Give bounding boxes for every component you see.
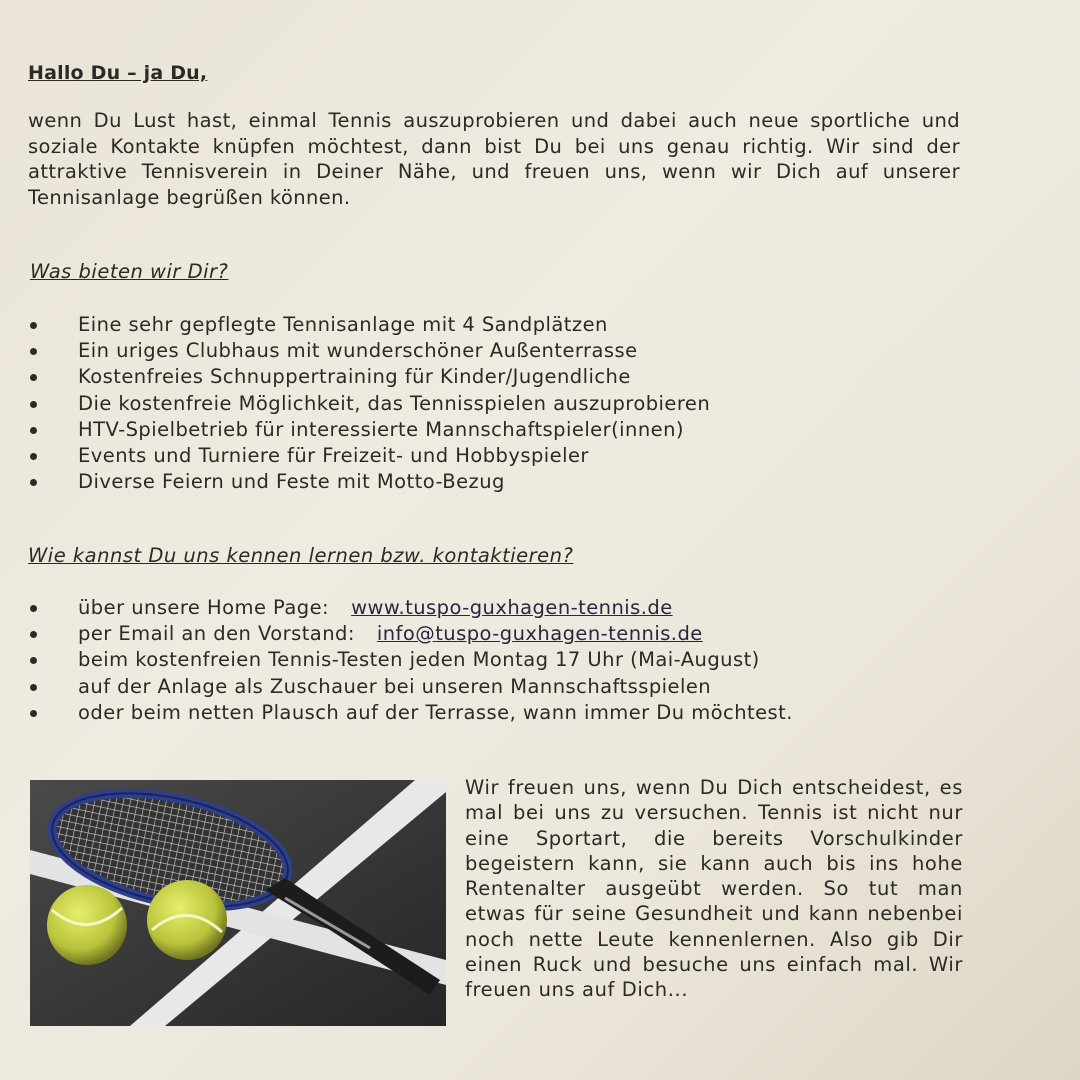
contact-heading: Wie kannst Du uns kennen lernen bzw. kontaktieren? — [28, 544, 574, 567]
list-item: Diverse Feiern und Feste mit Motto-Bezug — [28, 469, 710, 495]
list-item: Die kostenfreie Möglichkeit, das Tennisspielen auszuprobieren — [28, 391, 710, 417]
offer-heading: Was bieten wir Dir? — [30, 260, 229, 283]
list-item: auf der Anlage als Zuschauer bei unseren Mannschaftsspielen — [28, 674, 793, 700]
closing-paragraph: Wir freuen uns, wenn Du Dich entscheidest, es mal bei uns zu versuchen. Tennis ist nicht nur eine Sportart, die bereits Vorschulkinder begeistern kann, sie kann auch bis ins hohe Rentenalter ausgeübt werden. So tut man etwas für seine Gesundheit und kann nebenbei noch nette Leute kennenlernen. Also gib Dir einen Ruck und besuche uns einfach mal. Wir freuen uns auf Dich... — [465, 776, 963, 1002]
bullet-icon — [30, 631, 37, 638]
email-label: per Email an den Vorstand: — [78, 622, 355, 646]
list-item: Events und Turniere für Freizeit- und Hobbyspieler — [28, 443, 710, 469]
bullet-icon — [30, 427, 37, 434]
bullet-icon — [30, 710, 37, 717]
list-item: Eine sehr gepflegte Tennisanlage mit 4 Sandplätzen — [28, 312, 710, 338]
bullet-icon — [30, 657, 37, 664]
tennis-racket-balls-image — [30, 780, 446, 1026]
tennis-ball — [147, 880, 227, 960]
tennis-photo — [30, 780, 446, 1026]
list-item: Ein uriges Clubhaus mit wunderschöner Außenterrasse — [28, 338, 710, 364]
bullet-icon — [30, 453, 37, 460]
greeting-heading: Hallo Du – ja Du, — [28, 62, 208, 84]
bullet-icon — [30, 348, 37, 355]
offer-list — [28, 312, 710, 495]
list-item-homepage — [28, 595, 793, 621]
bullet-icon — [30, 374, 37, 381]
contact-list — [28, 595, 793, 726]
homepage-label: über unsere Home Page: — [78, 596, 330, 619]
list-item-email — [28, 621, 793, 647]
list-item: HTV-Spielbetrieb für interessierte Mannschaftspieler(innen) — [28, 417, 710, 443]
bullet-icon — [30, 479, 37, 486]
list-item: oder beim netten Plausch auf der Terrasse, wann immer Du möchtest. — [28, 700, 793, 726]
email-link[interactable]: info@tuspo-guxhagen-tennis.de — [376, 622, 703, 646]
intro-paragraph: wenn Du Lust hast, einmal Tennis auszuprobieren und dabei auch neue sportliche und soziale Kontakte knüpfen möchtest, dann bist Du bei uns genau richtig. Wir sind der attraktive Tennisverein in Deiner Nähe, und freuen uns, wenn wir Dich auf unserer Tennisanlage begrüßen können. — [28, 109, 960, 209]
list-item: Kostenfreies Schnuppertraining für Kinder/Jugendliche — [28, 364, 710, 390]
bullet-icon — [30, 322, 37, 329]
bullet-icon — [30, 684, 37, 691]
list-item: beim kostenfreien Tennis-Testen jeden Montag 17 Uhr (Mai-August) — [28, 647, 793, 673]
bullet-icon — [30, 401, 37, 408]
homepage-link[interactable]: www.tuspo-guxhagen-tennis.de — [351, 596, 673, 619]
bullet-icon — [30, 605, 37, 612]
